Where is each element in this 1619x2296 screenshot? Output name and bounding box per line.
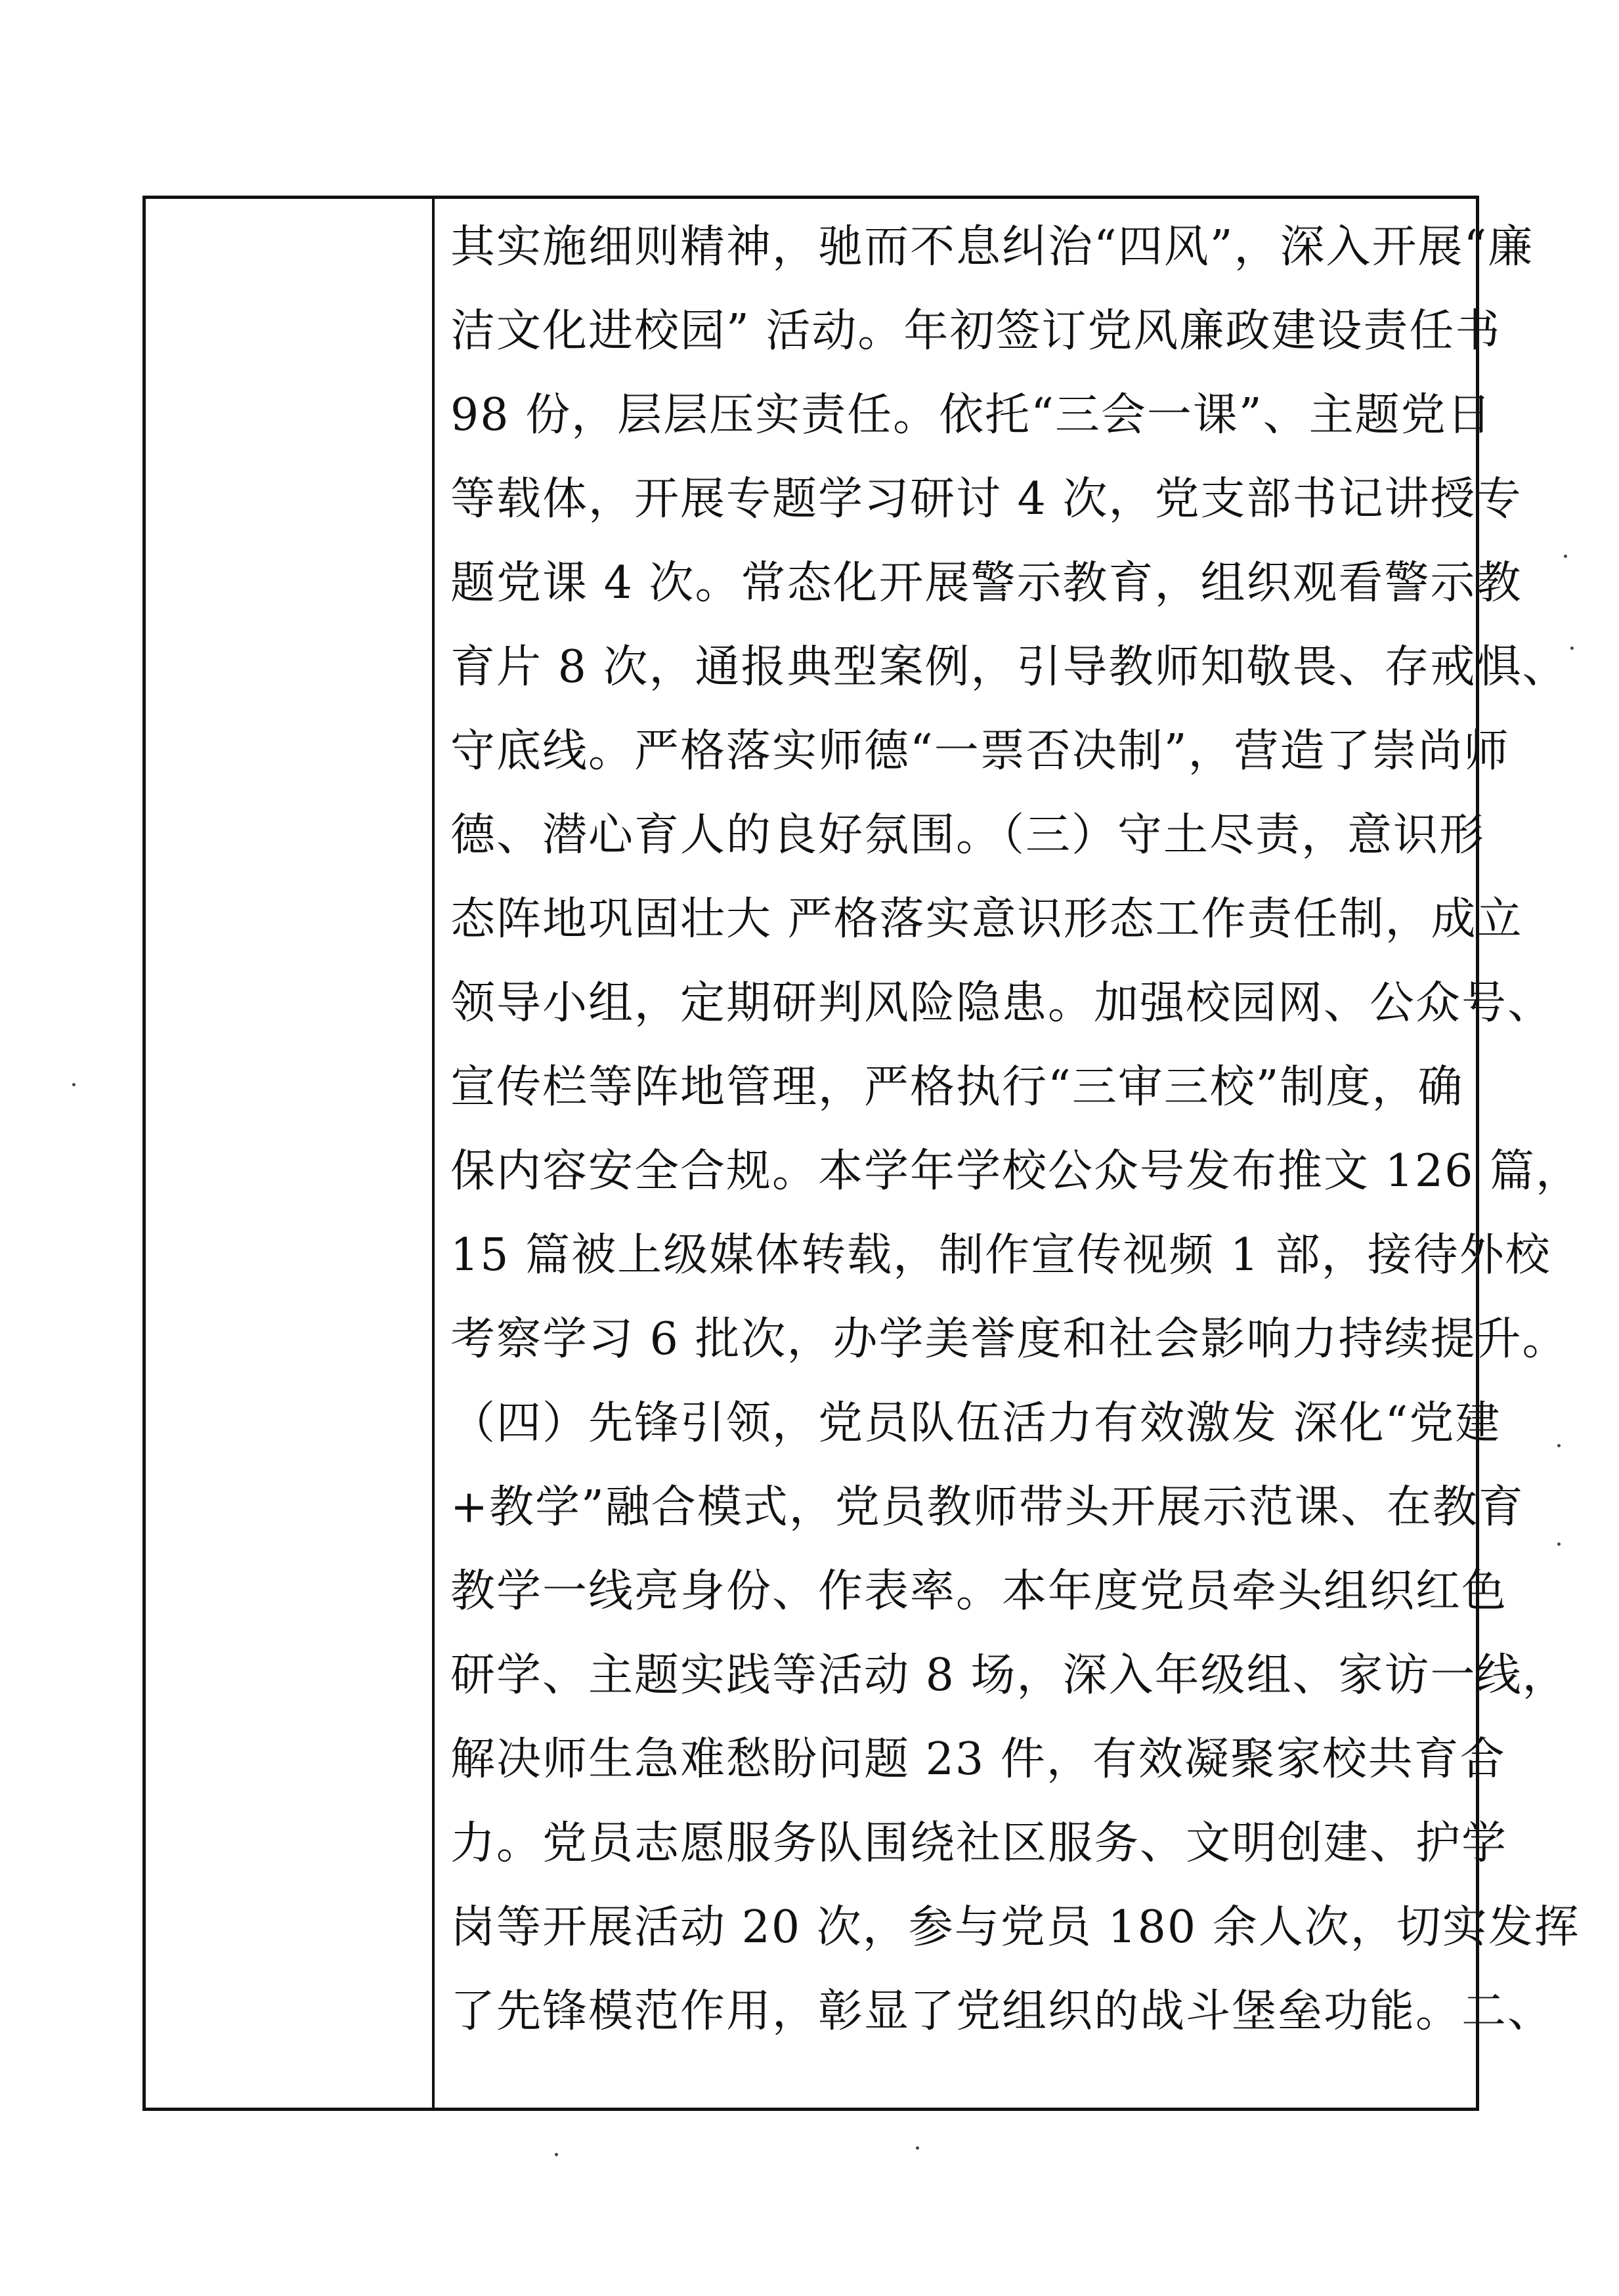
text-line: 98 份，层层压实责任。依托“三会一课”、主题党日 xyxy=(450,389,1493,441)
scan-speck xyxy=(1557,1444,1561,1447)
text-line: 了先锋模范作用，彰显了党组织的战斗堡垒功能。二、 xyxy=(450,1986,1554,2037)
scan-speck xyxy=(916,2146,919,2150)
text-line: 守底线。严格落实师德“一票否决制”，营造了崇尚师 xyxy=(450,725,1510,777)
scan-speck xyxy=(1570,647,1574,650)
scan-speck xyxy=(555,2153,558,2156)
text-line: 保内容安全合规。本学年学校公众号发布推文 126 篇， xyxy=(450,1145,1582,1197)
text-line: 力。党员志愿服务队围绕社区服务、文明创建、护学 xyxy=(450,1818,1508,1869)
scan-speck xyxy=(72,1083,76,1086)
text-line: 宣传栏等阵地管理，严格执行“三审三校”制度，确 xyxy=(450,1061,1464,1113)
text-line: 岗等开展活动 20 次，参与党员 180 余人次，切实发挥 xyxy=(450,1902,1580,1953)
scan-speck xyxy=(1557,1542,1561,1546)
text-line: 其实施细则精神，驰而不息纠治“四风”，深入开展“廉 xyxy=(450,221,1534,273)
text-line: （四）先锋引领，党员队伍活力有效激发 深化“党建 xyxy=(450,1397,1501,1449)
text-line: 题党课 4 次。常态化开展警示教育，组织观看警示教 xyxy=(450,557,1522,609)
text-line: 15 篇被上级媒体转载，制作宣传视频 1 部，接待外校 xyxy=(450,1229,1551,1281)
body-text xyxy=(450,218,1582,2066)
text-line: 等载体，开展专题学习研讨 4 次，党支部书记讲授专 xyxy=(450,473,1522,525)
text-line: 教学一线亮身份、作表率。本年度党员牵头组织红色 xyxy=(450,1565,1508,1617)
text-line: 领导小组，定期研判风险隐患。加强校园网、公众号、 xyxy=(450,977,1554,1029)
text-line: 解决师生急难愁盼问题 23 件，有效凝聚家校共育合 xyxy=(450,1733,1506,1785)
text-line: +教学”融合模式，党员教师带头开展示范课、在教育 xyxy=(450,1481,1524,1533)
scan-speck xyxy=(1564,555,1567,558)
text-line: 研学、主题实践等活动 8 场，深入年级组、家访一线， xyxy=(450,1649,1568,1701)
text-line: 洁文化进校园” 活动。年初签订党风廉政建设责任书 xyxy=(450,305,1501,357)
text-line: 考察学习 6 批次，办学美誉度和社会影响力持续提升。 xyxy=(450,1313,1568,1365)
text-line: 德、潜心育人的良好氛围。（三）守土尽责，意识形 xyxy=(450,809,1486,861)
text-line: 态阵地巩固壮大 严格落实意识形态工作责任制，成立 xyxy=(450,893,1523,945)
text-line: 育片 8 次，通报典型案例，引导教师知敬畏、存戒惧、 xyxy=(450,641,1568,693)
column-divider xyxy=(432,196,435,2111)
